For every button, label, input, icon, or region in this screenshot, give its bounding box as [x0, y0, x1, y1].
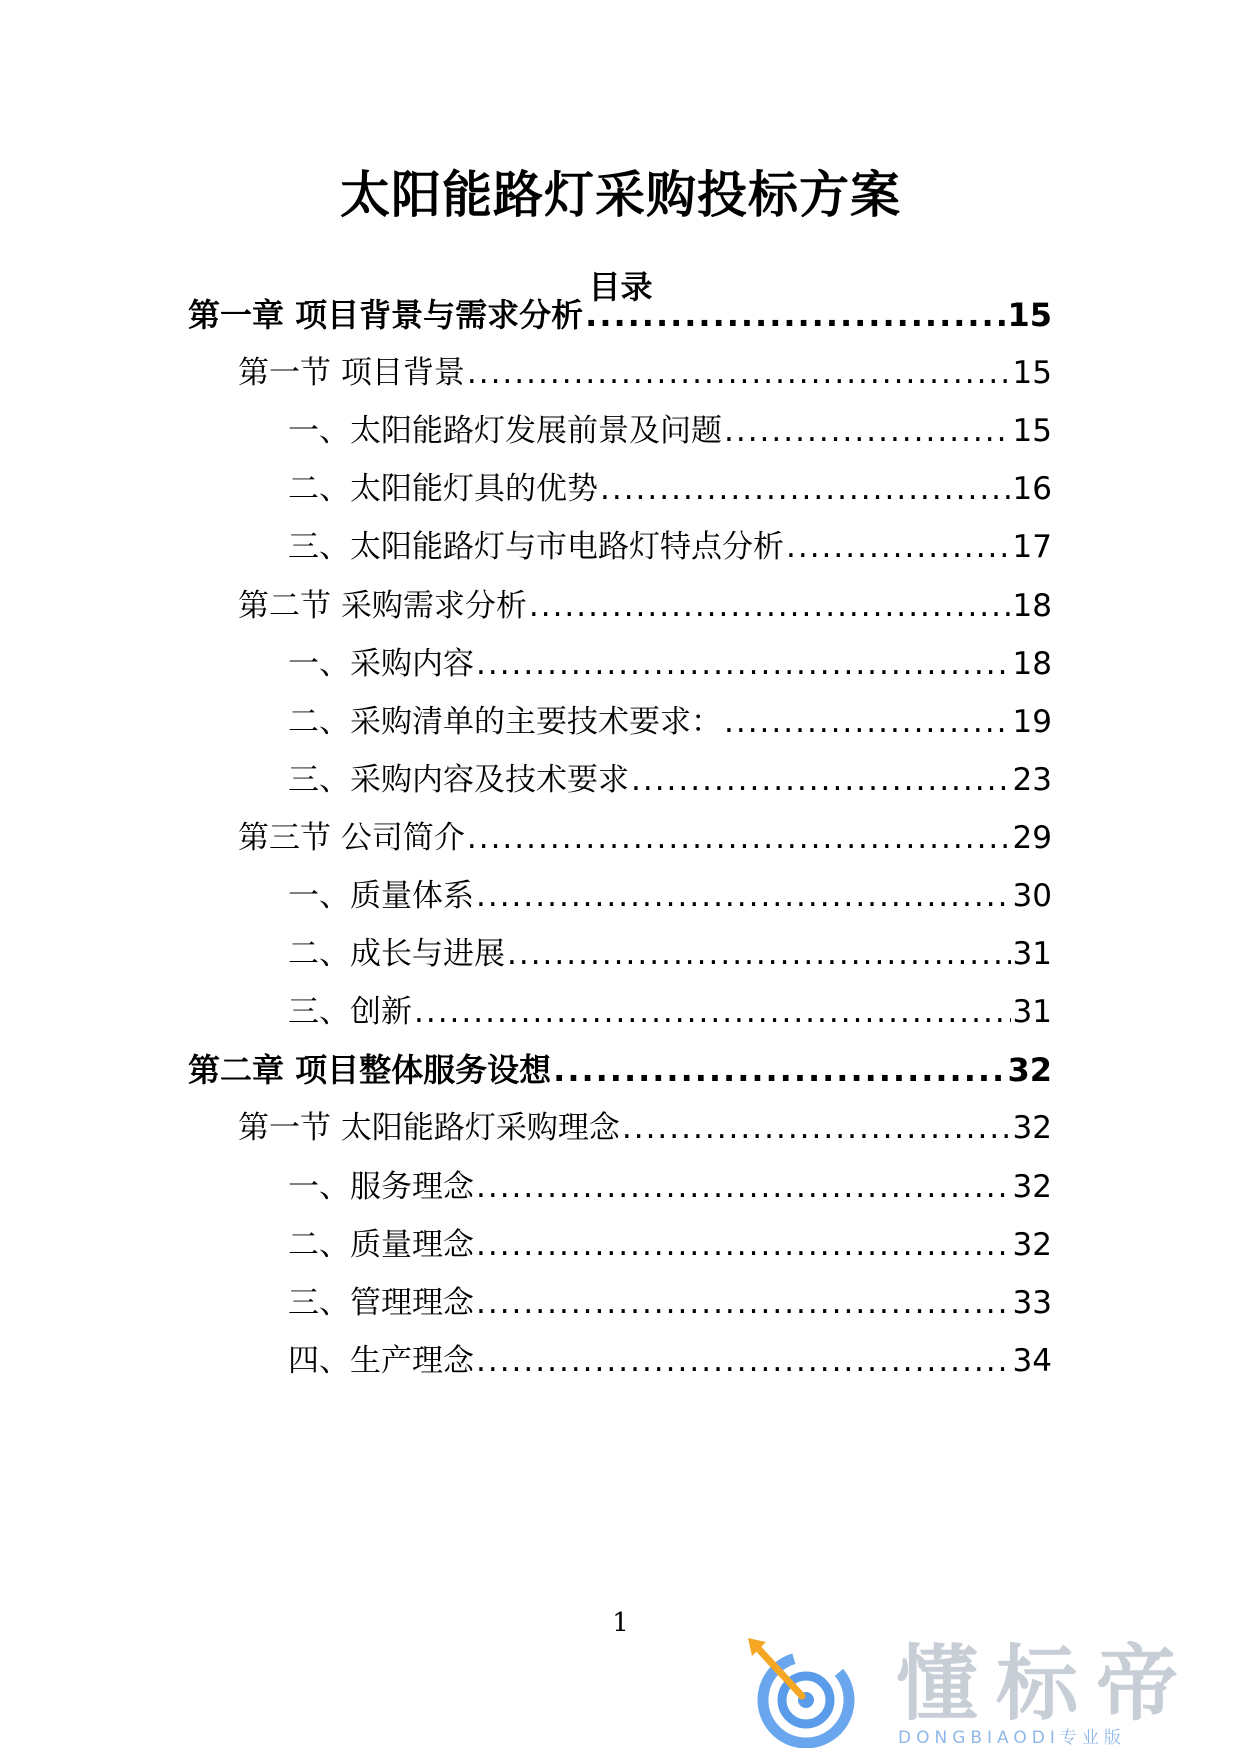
- toc-entry-label: 第一章 项目背景与需求分析: [188, 296, 584, 334]
- toc-entry-label: 二、采购清单的主要技术要求：: [288, 703, 722, 740]
- toc-entry-page: 18: [1012, 587, 1052, 624]
- toc-dot-leader: [600, 474, 1011, 505]
- toc-entry-label: 三、管理理念: [288, 1284, 474, 1321]
- toc-entry-page: 34: [1012, 1342, 1052, 1379]
- toc-dot-leader: [622, 1113, 1011, 1144]
- toc-subsection-entry[interactable]: [288, 868, 1052, 912]
- toc-entry-page: 32: [1012, 1110, 1052, 1147]
- toc-chapter-entry[interactable]: [188, 1042, 1052, 1090]
- toc-entry-page: 32: [1012, 1168, 1052, 1205]
- toc-entry-label: 第二章 项目整体服务设想: [188, 1051, 552, 1090]
- toc-dot-leader: [467, 358, 1011, 389]
- watermark-subtitle: DONGBIAODI专业版: [898, 1728, 1126, 1748]
- watermark-brand: 懂标帝: [896, 1637, 1197, 1732]
- toc-entry-page: 23: [1012, 761, 1052, 798]
- toc-dot-leader: [476, 1172, 1011, 1203]
- toc-entry-label: 一、服务理念: [288, 1168, 474, 1205]
- toc-entry-label: 第三节 公司简介: [238, 819, 465, 856]
- toc-subsection-entry[interactable]: [288, 1159, 1052, 1203]
- toc-entry-page: 15: [1012, 355, 1052, 392]
- toc-subsection-entry[interactable]: [288, 519, 1052, 566]
- toc-heading: 目录: [588, 268, 653, 306]
- toc-entry-label: 一、质量体系: [288, 878, 474, 914]
- toc-entry-label: 一、采购内容: [288, 645, 474, 682]
- toc-dot-leader: [631, 765, 1011, 796]
- watermark: [744, 1636, 1224, 1748]
- toc-dot-leader: [476, 1346, 1011, 1377]
- toc-subsection-entry[interactable]: [288, 1333, 1052, 1377]
- toc-entry-page: 19: [1012, 703, 1052, 740]
- toc-entry-page: 15: [1007, 296, 1052, 334]
- toc-entry-label: 三、采购内容及技术要求: [288, 761, 629, 798]
- toc-dot-leader: [476, 1230, 1011, 1261]
- toc-dot-leader: [585, 299, 1005, 331]
- toc-subsection-entry[interactable]: [288, 1217, 1052, 1261]
- toc-section-entry[interactable]: [238, 345, 1052, 392]
- toc-entry-label: 四、生产理念: [288, 1342, 474, 1379]
- toc-subsection-entry[interactable]: [288, 694, 1052, 738]
- toc-entry-page: 32: [1012, 1226, 1052, 1263]
- toc-dot-leader: [467, 823, 1011, 854]
- toc-subsection-entry[interactable]: [288, 926, 1052, 973]
- toc-dot-leader: [476, 649, 1011, 680]
- toc-chapter-entry[interactable]: [188, 287, 1052, 334]
- toc-entry-page: 17: [1012, 529, 1052, 566]
- toc-entry-label: 三、创新: [288, 994, 412, 1031]
- toc-section-entry[interactable]: [238, 578, 1052, 622]
- toc-dot-leader: [553, 1054, 1005, 1086]
- toc-dot-leader: [786, 532, 1011, 563]
- toc-entry-label: 二、成长与进展: [288, 936, 505, 973]
- toc-dot-leader: [529, 591, 1011, 622]
- toc-entry-page: 30: [1012, 878, 1052, 914]
- target-arrow-icon: [744, 1636, 870, 1748]
- toc-subsection-entry[interactable]: [288, 461, 1052, 508]
- page-number: 1: [612, 1608, 629, 1638]
- toc-entry-label: 第一节 项目背景: [238, 355, 465, 392]
- toc-subsection-entry[interactable]: [288, 984, 1052, 1031]
- toc-dot-leader: [476, 881, 1011, 912]
- toc-section-entry[interactable]: [238, 810, 1052, 854]
- toc-entry-page: 31: [1012, 936, 1052, 973]
- toc-dot-leader: [724, 416, 1011, 447]
- toc-entry-page: 29: [1012, 819, 1052, 856]
- toc-subsection-entry[interactable]: [288, 1275, 1052, 1319]
- toc-entry-page: 16: [1012, 471, 1052, 508]
- toc-subsection-entry[interactable]: [288, 636, 1052, 680]
- toc-entry-label: 一、太阳能路灯发展前景及问题: [288, 413, 722, 450]
- toc-section-entry[interactable]: [238, 1100, 1052, 1147]
- toc-entry-page: 18: [1012, 645, 1052, 682]
- toc-entry-page: 15: [1012, 413, 1052, 450]
- toc-entry-page: 33: [1012, 1284, 1052, 1321]
- toc-dot-leader: [724, 707, 1011, 738]
- toc-subsection-entry[interactable]: [288, 752, 1052, 796]
- toc-entry-label: 第一节 太阳能路灯采购理念: [238, 1110, 620, 1147]
- toc-entry-label: 第二节 采购需求分析: [238, 587, 527, 624]
- toc-dot-leader: [476, 1288, 1011, 1319]
- toc-dot-leader: [414, 997, 1011, 1028]
- toc-entry-label: 二、质量理念: [288, 1226, 474, 1263]
- toc-entry-label: 三、太阳能路灯与市电路灯特点分析: [288, 529, 784, 566]
- document-title: 太阳能路灯采购投标方案: [340, 166, 901, 224]
- toc-entry-page: 31: [1012, 994, 1052, 1031]
- toc-entry-page: 32: [1007, 1051, 1052, 1090]
- toc-entry-label: 二、太阳能灯具的优势: [288, 471, 598, 508]
- toc-dot-leader: [507, 939, 1011, 970]
- toc-subsection-entry[interactable]: [288, 403, 1052, 450]
